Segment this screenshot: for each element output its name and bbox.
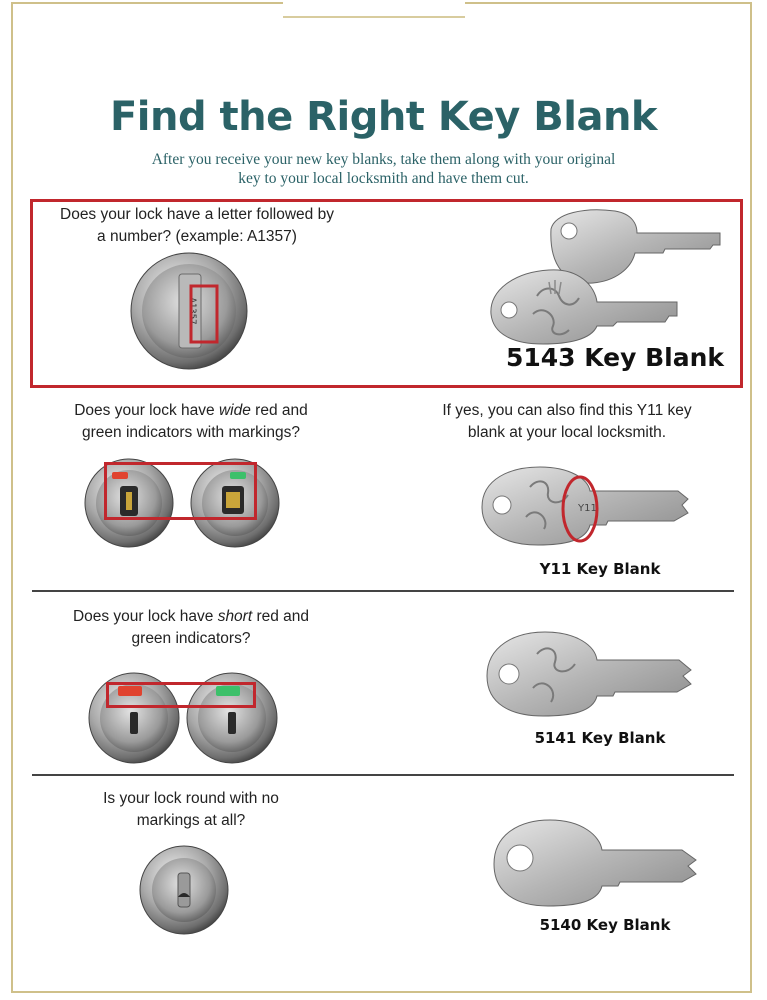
question-line-1 bbox=[36, 400, 346, 422]
question-round-no-markings bbox=[36, 788, 346, 832]
lock-cylinder-icon bbox=[138, 845, 230, 935]
question-emphasis: short bbox=[217, 608, 253, 625]
section-divider bbox=[32, 774, 734, 776]
lock-marking-text: A1357 bbox=[187, 297, 197, 325]
question-text: red and bbox=[250, 402, 308, 419]
key-label-5143: 5143 Key Blank bbox=[505, 343, 725, 372]
question-line-2: green indicators with markings? bbox=[82, 424, 300, 441]
key-blank-icon bbox=[478, 465, 693, 547]
note-y11 bbox=[412, 400, 722, 444]
indicator-highlight bbox=[104, 462, 257, 520]
page-title: Find the Right Key Blank bbox=[109, 94, 658, 140]
question-text: Does your lock have bbox=[74, 402, 219, 419]
key-blank-icon bbox=[490, 818, 700, 908]
question-line-2: a number? (example: A1357) bbox=[97, 228, 297, 245]
key-label-5141: 5141 Key Blank bbox=[534, 729, 666, 747]
key-blank-icon bbox=[487, 268, 687, 346]
indicator-highlight bbox=[106, 682, 256, 708]
question-wide-indicators bbox=[36, 400, 346, 444]
subtitle-line-2: key to your local locksmith and have them cut. bbox=[238, 170, 529, 187]
frame-top-ornament bbox=[283, 16, 465, 18]
question-text: red and bbox=[252, 608, 310, 625]
note-line-2: blank at your local locksmith. bbox=[467, 424, 667, 441]
question-letter-number bbox=[32, 204, 362, 248]
question-text: Does your lock have bbox=[72, 608, 218, 625]
section-divider bbox=[32, 590, 734, 592]
subtitle-line-1: After you receive your new key blanks, take them along with your original bbox=[151, 151, 616, 168]
lock-cylinder-icon bbox=[130, 252, 248, 370]
frame-top-gap bbox=[283, 0, 465, 8]
page-subtitle bbox=[100, 150, 667, 188]
question-line-1: Is your lock round with no bbox=[103, 790, 279, 807]
question-line-1 bbox=[36, 606, 346, 628]
note-line-1: If yes, you can also find this Y11 key bbox=[442, 402, 692, 419]
question-emphasis: wide bbox=[218, 402, 251, 419]
question-line-1: Does your lock have a letter followed by bbox=[60, 206, 334, 223]
key-label-5140: 5140 Key Blank bbox=[539, 916, 671, 934]
question-line-2: markings at all? bbox=[136, 812, 246, 829]
key-blank-icon bbox=[483, 630, 695, 718]
question-short-indicators bbox=[36, 606, 346, 650]
question-line-2: green indicators? bbox=[131, 630, 251, 647]
key-label-y11: Y11 Key Blank bbox=[539, 560, 661, 578]
key-stamp-text: Y11 bbox=[578, 503, 597, 514]
